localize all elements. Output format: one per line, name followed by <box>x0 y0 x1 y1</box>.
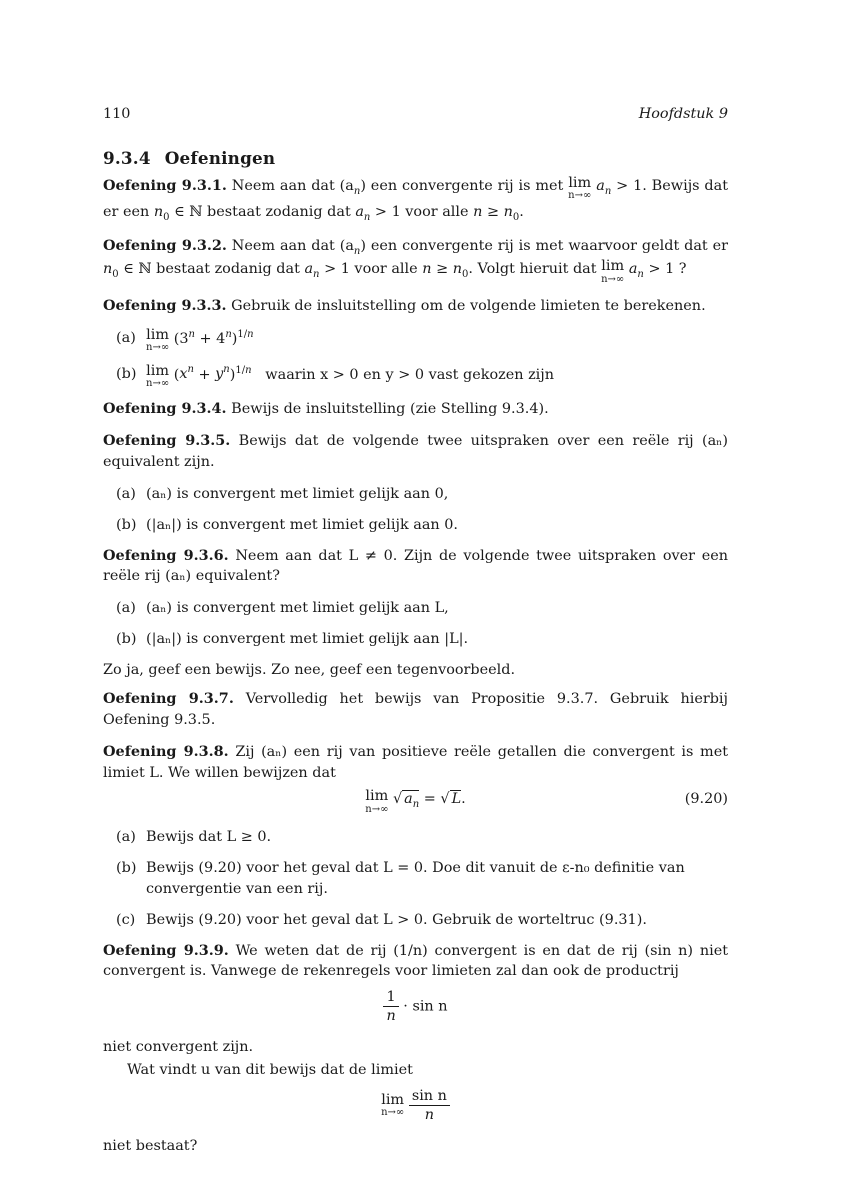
section-heading <box>103 146 275 170</box>
exercise-9-3-8 <box>103 742 728 784</box>
sub-item-label: (a) <box>116 600 136 617</box>
exercise-9-3-9 <box>103 941 728 983</box>
sub-item-text: (aₙ) is convergent met limiet gelijk aan 0, <box>146 485 449 502</box>
exercise-text: > 1 ? <box>643 261 687 278</box>
exercise-9-3-4 <box>103 399 728 420</box>
exercise-text: Bewijs dat de volgende twee uitspraken over een reële rij (aₙ) equivalent zijn. <box>103 433 729 470</box>
section-title: Oefeningen <box>164 148 276 168</box>
exercise-text: ) een convergente rij is met waarvoor geldt dat er <box>360 238 728 254</box>
sub-item-label: (b) <box>116 859 137 876</box>
equation-number: (9.20) <box>684 791 728 808</box>
exercise-followup: Zo ja, geef een bewijs. Zo nee, geef een tegenvoorbeeld. <box>103 662 516 678</box>
exercise-text: ∈ ℕ bestaat zodanig dat <box>169 203 356 220</box>
limit-expression: lim n→∞ <box>568 175 592 202</box>
exercise-9-3-6 <box>103 546 728 588</box>
sub-item-a: (a) lim n→∞ $(3^n + 4^n)^{1/n}$ <box>116 326 254 353</box>
exercise-text: Vervolledig het bewijs van Propositie 9.3.7. Gebruik hierbij Oefening 9.3.5. <box>103 690 728 728</box>
page-number: 110 <box>103 106 131 122</box>
sub-item-label: (c) <box>116 911 136 928</box>
limit-expression: lim n→∞ <box>146 362 170 389</box>
sub-item-text: waarin x > 0 en y > 0 vast gekozen zijn <box>265 366 554 383</box>
exercise-label: Oefening 9.3.4. <box>103 400 227 418</box>
exercise-text: Neem aan dat L ≠ 0. Zijn de volgende twee uitspraken over een reële rij (aₙ) equivalent? <box>103 547 728 585</box>
sub-item-b: (b) lim n→∞ $(x^n + y^n)^{1/n}$ waarin x > 0 en y > 0 vast gekozen zijn <box>116 362 554 389</box>
sub-item-label: (a) <box>116 829 136 845</box>
exercise-text: We weten dat de rij (1/n) convergent is en dat de rij (sin n) niet convergent is. Vanwege de rekenregels voor limieten zal dan ook de productrij <box>103 942 728 980</box>
exercise-followup: niet bestaat? <box>103 1138 198 1154</box>
sub-item-text: (aₙ) is convergent met limiet gelijk aan L, <box>146 600 449 617</box>
exercise-label: Oefening 9.3.8. <box>103 742 229 760</box>
exercise-text: Neem aan dat (a <box>231 238 354 254</box>
sub-item-text: (|aₙ|) is convergent met limiet gelijk aan 0. <box>146 516 459 533</box>
sub-item-a <box>116 827 728 848</box>
limit-expression: lim n→∞ <box>381 1091 405 1118</box>
product-sequence <box>103 988 728 1025</box>
exercise-text: ∈ ℕ bestaat zodanig dat <box>118 261 305 278</box>
sub-item-label: (b) <box>116 631 137 648</box>
exercise-9-3-5 <box>103 431 728 473</box>
exercise-label: Oefening 9.3.7. <box>103 689 234 707</box>
sub-item-b <box>116 515 728 536</box>
limit-expression: lim n→∞ <box>365 788 389 815</box>
sub-item-b <box>116 629 728 650</box>
exercise-text: > 1 voor alle <box>370 203 474 220</box>
exercise-text: Bewijs de insluitstelling (zie Stelling 9.3.4). <box>231 401 549 418</box>
limit-display <box>103 1087 728 1124</box>
limit-expression: lim n→∞ <box>146 326 170 353</box>
exercise-label: Oefening 9.3.5. <box>103 432 231 449</box>
exercise-text: . <box>519 203 524 220</box>
sub-item-text: Bewijs (9.20) voor het geval dat L = 0. Doe dit vanuit de ε-n₀ definitie van convergentie van een rij. <box>146 859 685 897</box>
exercise-text: > 1 voor alle <box>319 261 423 278</box>
exercise-text: Gebruik de insluitstelling om de volgende limieten te berekenen. <box>231 298 706 314</box>
limit-expression: lim n→∞ <box>601 258 625 285</box>
sub-item-label: (b) <box>116 365 137 382</box>
sub-item-a <box>116 598 728 619</box>
sub-item-text: Bewijs (9.20) voor het geval dat L > 0. Gebruik de worteltruc (9.31). <box>146 911 647 928</box>
fraction: $\frac{\text{sin n}}{n}$ <box>409 1087 450 1124</box>
exercise-9-3-7 <box>103 689 728 731</box>
exercise-9-3-2: Oefening 9.3.2. Neem aan dat $(a_n)$ een convergente rij is met waarvoor geldt dat er $n_0$ ∈ ℕ bestaat zodanig dat $a_n > 1$ voor alle $n \ge n_0$. Volgt hieruit dat lim n→∞ $a_n > 1$ ? <box>103 237 728 285</box>
sub-item-a <box>116 484 728 505</box>
sub-item-label: (a) <box>116 485 136 502</box>
exercise-followup: niet convergent zijn. <box>103 1039 254 1056</box>
fraction-tail: · sin n <box>403 998 448 1015</box>
sub-item-text: Bewijs dat L ≥ 0. <box>146 829 272 845</box>
exercise-followup: Wat vindt u van dit bewijs dat de limiet <box>127 1062 413 1079</box>
section-number: 9.3.4 <box>103 148 151 168</box>
exercise-9-3-1: Oefening 9.3.1. Neem aan dat $(a_n)$ een convergente rij is met lim n→∞ $a_n > 1$. Bewijs dat er een $n_0$ ∈ ℕ bestaat zodanig dat $a_n > 1$ voor alle $n \ge n_0$. <box>103 175 728 223</box>
sub-item-b <box>116 858 728 900</box>
exercise-text: Zij (aₙ) een rij van positieve reële getallen die convergent is met limiet L. We willen bewijzen dat <box>103 743 729 781</box>
exercise-label: Oefening 9.3.3. <box>103 297 227 314</box>
exercise-text: > 1. Bewijs dat er een <box>103 178 728 220</box>
fraction: $\frac{1}{n}$ <box>383 988 398 1025</box>
exercise-9-3-3 <box>103 296 728 317</box>
sub-item-label: (a) <box>116 329 136 346</box>
exercise-label: Oefening 9.3.9. <box>103 941 229 959</box>
exercise-label: Oefening 9.3.6. <box>103 546 229 564</box>
exercise-text: Neem aan dat (a <box>231 178 354 194</box>
exercises <box>103 176 728 1165</box>
sub-item-c <box>116 910 728 931</box>
exercise-label: Oefening 9.3.1. <box>103 177 227 194</box>
exercise-text: ) een convergente rij is met <box>360 178 569 194</box>
exercise-text: . Volgt hieruit dat <box>468 261 602 278</box>
equation-9-20: lim n→∞ √ $a_n$ = √ L. (9.20) <box>365 788 728 815</box>
chapter-title: Hoofdstuk 9 <box>638 106 728 122</box>
exercise-label: Oefening 9.3.2. <box>103 237 227 254</box>
sub-item-label: (b) <box>116 516 137 533</box>
sub-item-text: (|aₙ|) is convergent met limiet gelijk aan |L|. <box>146 631 469 648</box>
